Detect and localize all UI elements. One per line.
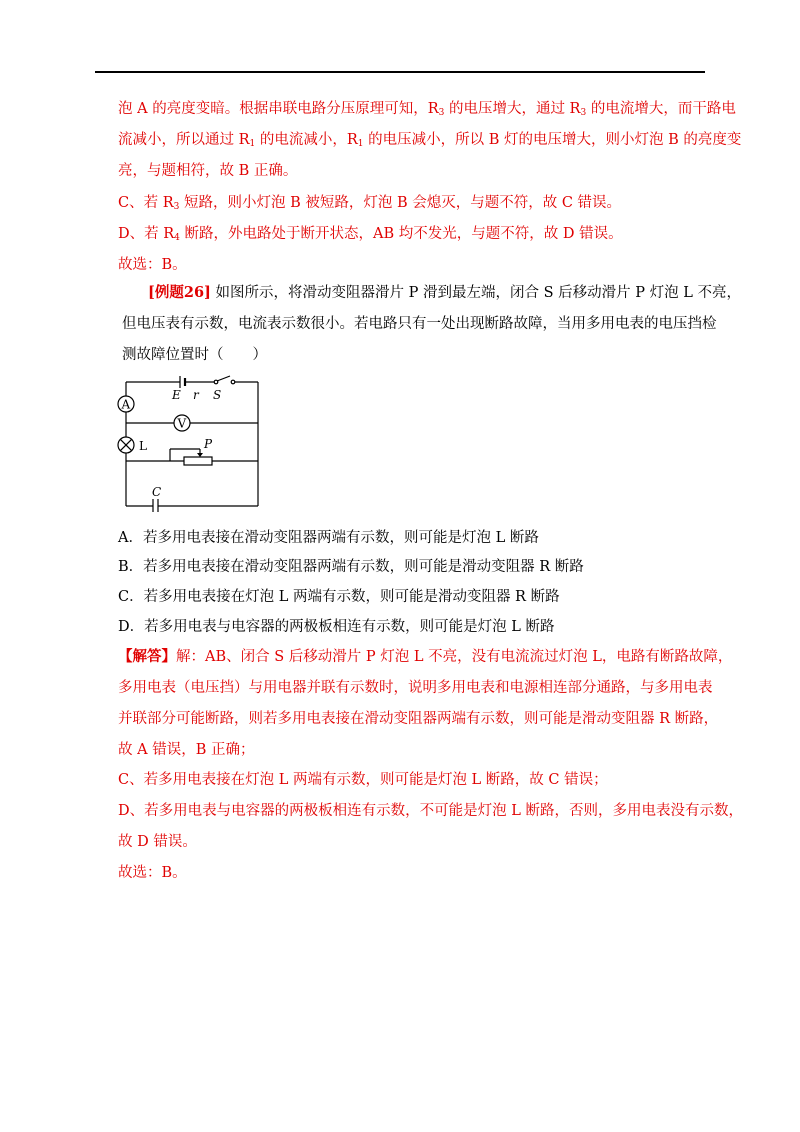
label-P: P	[204, 437, 213, 451]
label-L: L	[139, 439, 147, 453]
question-line-3: 测故障位置时（ ）	[122, 347, 267, 363]
answer-line-6: D、若多用电表与电容器的两极板相连有示数，不可能是灯泡 L 断路，否则，多用电表没有示数，	[118, 803, 743, 819]
answer-line-2: 多用电表（电压挡）与用电器并联有示数时，说明多用电表和电源相连部分通路，与多用电表	[118, 680, 713, 696]
question-line-1: [例题26] 如图所示，将滑动变阻器滑片 P 滑到最左端，闭合 S 后移动滑片 P 灯泡 L 不亮，	[148, 284, 741, 301]
solution-line-4: C、若 $R_3$ 短路，则小灯泡 B 被短路，灯泡 B 会熄灭，与题不符，故 C 错误。	[118, 195, 622, 212]
answer-line-1: 【解答】解：AB、闭合 S 后移动滑片 P 灯泡 L 不亮，没有电流流过灯泡 L，电路有断路故障，	[118, 648, 733, 665]
solution-line-6: 故选：B。	[118, 257, 187, 273]
solution-line-1: 泡 A 的亮度变暗。根据串联电路分压原理可知，$R_3$ 的电压增大，通过 $R_3$ 的电流增大，而干路电	[118, 101, 736, 118]
circuit-diagram	[112, 374, 267, 512]
answer-line-8: 故选：B。	[118, 865, 187, 881]
question-line-2: 但电压表有示数，电流表示数很小。若电路只有一处出现断路故障，当用多用电表的电压挡检	[122, 316, 717, 332]
header-rule	[95, 71, 705, 73]
answer-line-7: 故 D 错误。	[118, 834, 197, 850]
answer-line-5: C、若多用电表接在灯泡 L 两端有示数，则可能是灯泡 L 断路，故 C 错误；	[118, 772, 608, 788]
option-d: D．若多用电表与电容器的两极板相连有示数，则可能是灯泡 L 断路	[118, 619, 555, 635]
option-c: C．若多用电表接在灯泡 L 两端有示数，则可能是滑动变阻器 R 断路	[118, 589, 560, 605]
label-E: E	[172, 388, 181, 402]
option-a: A．若多用电表接在滑动变阻器两端有示数，则可能是灯泡 L 断路	[118, 530, 539, 546]
rheostat-symbol	[184, 457, 212, 465]
option-b: B．若多用电表接在滑动变阻器两端有示数，则可能是滑动变阻器 R 断路	[118, 559, 584, 575]
answer-line-3: 并联部分可能断路，则若多用电表接在滑动变阻器两端有示数，则可能是滑动变阻器 R 断路，	[118, 711, 719, 727]
question-tag: [例题26]	[148, 284, 211, 301]
solution-line-2: 流减小，所以通过 $R_1$ 的电流减小，$R_1$ 的电压减小，所以 B 灯的电压增大，则小灯泡 B 的亮度变	[118, 132, 742, 149]
answer-tag: 【解答】	[118, 648, 176, 665]
label-C: C	[152, 485, 162, 499]
switch-lever	[217, 376, 230, 381]
switch-contact-right	[231, 380, 235, 384]
label-r: r	[193, 388, 199, 402]
label-S: S	[213, 388, 222, 402]
label-A: A	[121, 397, 131, 412]
slider-arrow	[197, 453, 203, 457]
solution-line-5: D、若 $R_4$ 断路，外电路处于断开状态，AB 均不发光，与题不符，故 D 错误。	[118, 226, 623, 243]
answer-line-4: 故 A 错误，B 正确；	[118, 742, 255, 758]
solution-line-3: 亮，与题相符，故 B 正确。	[118, 163, 298, 179]
label-V: V	[177, 416, 187, 431]
